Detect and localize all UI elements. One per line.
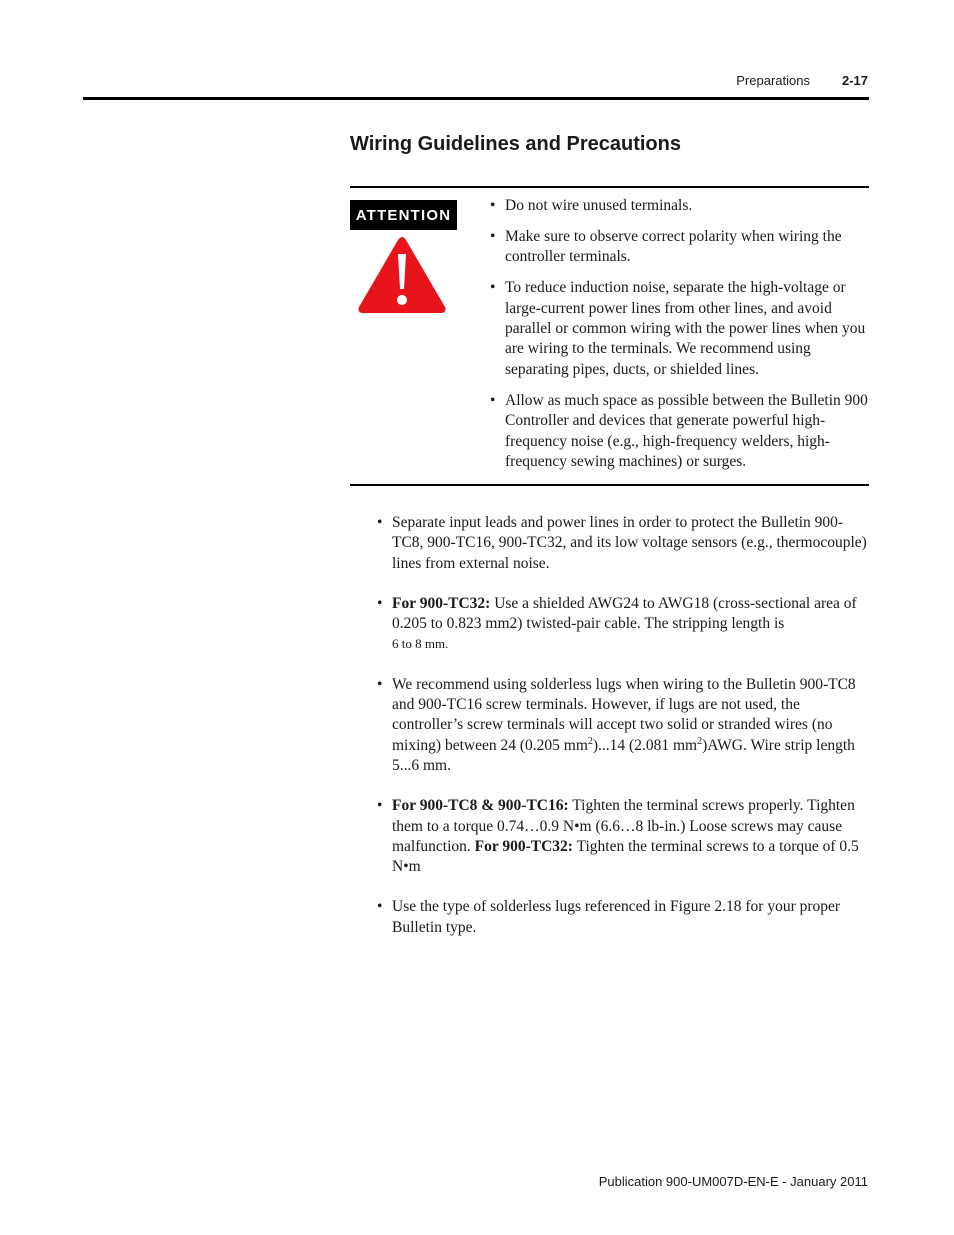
attention-item: • Do not wire unused terminals. [490, 196, 868, 216]
model-label: For 900-TC32: [392, 594, 491, 612]
attention-list [490, 196, 868, 483]
attention-item: • Allow as much space as possible between the Bulletin 900 Controller and devices that generate powerful high-frequency noise (e.g., high-frequency welders, high-frequency sewing machines) or surges. [490, 391, 868, 473]
page-number: 2-17 [841, 73, 868, 88]
attention-item: • Make sure to observe correct polarity when wiring the controller terminals. [490, 227, 868, 268]
page-title: Wiring Guidelines and Precautions [350, 133, 681, 155]
attention-item: • To reduce induction noise, separate the high-voltage or large-current power lines from other lines, and avoid parallel or common wiring with the power lines when you are wiring to the terminals. We recommend using separating pipes, ducts, or shielded lines. [490, 278, 868, 380]
guideline-item: • We recommend using solderless lugs when wiring to the Bulletin 900-TC8 and 900-TC16 screw terminals. However, if lugs are not used, the controller’s screw terminals will accept two solid or stranded wires (no mixing) between 24 (0.205 $mm^2)...14$ (2.081 $mm^2)AWG$. Wire strip length 5...6 mm. [377, 675, 869, 776]
guidelines-list [377, 513, 869, 958]
attention-top-rule [350, 186, 869, 188]
guideline-item: • For 900-TC8 & 900-TC16: Tighten the terminal screws properly. Tighten them to a torque 0.74…0.9 N•m (6.6…8 lb-in.) Loose screws may cause malfunction. For 900-TC32: Tighten the terminal screws to a torque of 0.5 N•m [377, 796, 869, 877]
publication-footer: Publication 900-UM007D-EN-E - January 2011 [598, 1174, 868, 1189]
model-label: For 900-TC8 & 900-TC16: [392, 797, 569, 815]
strip-length: 6 to 8 mm. [392, 636, 449, 652]
guideline-item: • For 900-TC32: Use a shielded AWG24 to AWG18 (cross-sectional area of 0.205 to 0.823 mm2) twisted-pair cable. The stripping length is 6 to 8 mm. [377, 594, 869, 655]
model-label: For 900-TC32: [474, 837, 573, 855]
section-name: Preparations [736, 73, 810, 88]
guideline-item: • Use the type of solderless lugs referenced in Figure 2.18 for your proper Bulletin type. [377, 897, 869, 938]
attention-bottom-rule [350, 484, 869, 486]
header-rule [83, 97, 869, 100]
page-header [736, 73, 868, 88]
warning-triangle-icon [356, 234, 448, 316]
guideline-item: • Separate input leads and power lines in order to protect the Bulletin 900-TC8, 900-TC16, 900-TC32, and its low voltage sensors (e.g., thermocouple) lines from external noise. [377, 513, 869, 574]
attention-badge: ATTENTION [350, 200, 457, 230]
